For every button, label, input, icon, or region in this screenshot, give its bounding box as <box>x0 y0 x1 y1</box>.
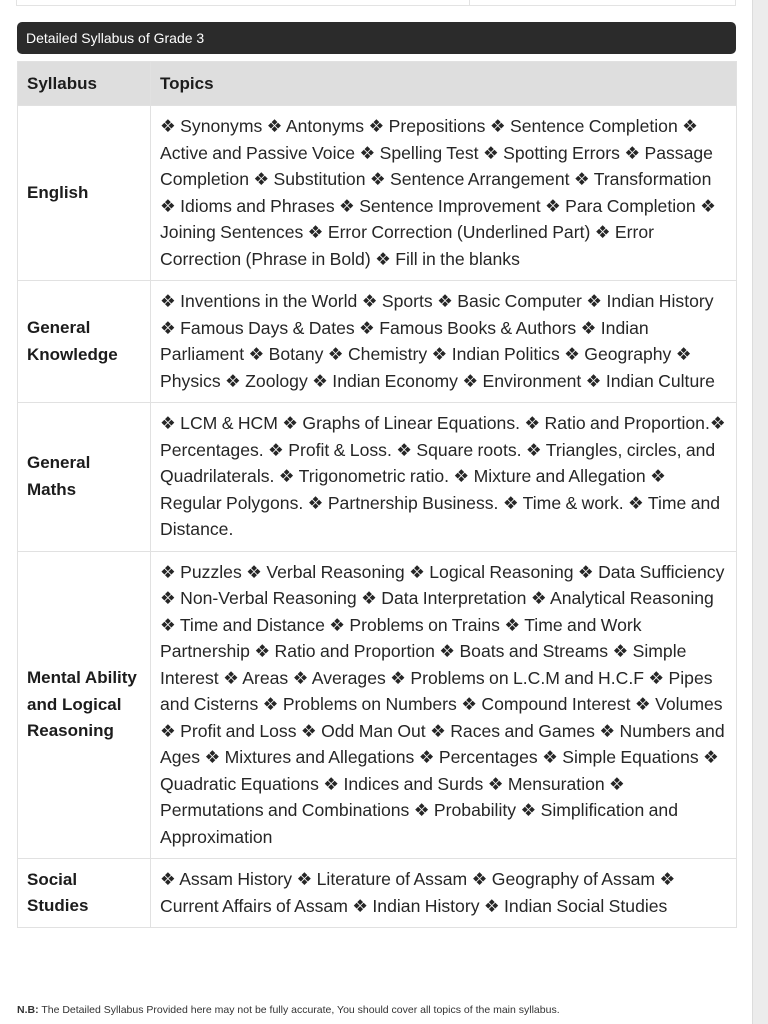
column-header-topics: Topics <box>151 62 737 106</box>
scrollbar-track[interactable] <box>752 0 768 1024</box>
table-row-social-studies <box>18 859 737 928</box>
table-row-mental-ability <box>18 551 737 859</box>
footnote-text: The Detailed Syllabus Provided here may not be fully accurate, You should cover all topics of the main syllabus. <box>41 1004 560 1016</box>
table-row-english <box>18 106 737 281</box>
table-row-general-maths <box>18 403 737 552</box>
subject-cell: Mental Ability and Logical Reasoning <box>18 551 151 859</box>
previous-table-bottom-edge <box>16 0 736 6</box>
topics-cell: ❖ Inventions in the World ❖ Sports ❖ Basic Computer ❖ Indian History ❖ Famous Days & Dates ❖ Famous Books & Authors ❖ Indian Parliament ❖ Botany ❖ Chemistry ❖ Indian Politics ❖ Geography ❖ Physics ❖ Zoology ❖ Indian Economy ❖ Environment ❖ Indian Culture <box>151 281 737 403</box>
section-title-bar <box>17 22 736 54</box>
table-header-row <box>18 62 737 106</box>
syllabus-table <box>17 61 737 928</box>
subject-cell: General Maths <box>18 403 151 552</box>
topics-cell: ❖ Puzzles ❖ Verbal Reasoning ❖ Logical Reasoning ❖ Data Sufficiency ❖ Non-Verbal Reasoning ❖ Data Interpretation ❖ Analytical Reasoning ❖ Time and Distance ❖ Problems on Trains ❖ Time and Work Partnership ❖ Ratio and Proportion ❖ Boats and Streams ❖ Simple Interest ❖ Areas ❖ Averages ❖ Problems on L.C.M and H.C.F ❖ Pipes and Cisterns ❖ Problems on Numbers ❖ Compound Interest ❖ Volumes ❖ Profit and Loss ❖ Odd Man Out ❖ Races and Games ❖ Numbers and Ages ❖ Mixtures and Allegations ❖ Percentages ❖ Simple Equations ❖ Quadratic Equations ❖ Indices and Surds ❖ Mensuration ❖ Permutations and Combinations ❖ Probability ❖ Simplification and Approximation <box>151 551 737 859</box>
column-header-syllabus: Syllabus <box>18 62 151 106</box>
table-row-general-knowledge <box>18 281 737 403</box>
topics-cell: ❖ Synonyms ❖ Antonyms ❖ Prepositions ❖ Sentence Completion ❖ Active and Passive Voice ❖ Spelling Test ❖ Spotting Errors ❖ Passage Completion ❖ Substitution ❖ Sentence Arrangement ❖ Transformation ❖ Idioms and Phrases ❖ Sentence Improvement ❖ Para Completion ❖ Joining Sentences ❖ Error Correction (Underlined Part) ❖ Error Correction (Phrase in Bold) ❖ Fill in the blanks <box>151 106 737 281</box>
subject-cell: English <box>18 106 151 281</box>
subject-cell: General Knowledge <box>18 281 151 403</box>
footnote-label: N.B: <box>17 1004 39 1016</box>
topics-cell: ❖ Assam History ❖ Literature of Assam ❖ Geography of Assam ❖ Current Affairs of Assam ❖ Indian History ❖ Indian Social Studies <box>151 859 737 928</box>
topics-cell: ❖ LCM & HCM ❖ Graphs of Linear Equations. ❖ Ratio and Proportion.❖ Percentages. ❖ Profit & Loss. ❖ Square roots. ❖ Triangles, circles, and Quadrilaterals. ❖ Trigonometric ratio. ❖ Mixture and Allegation ❖ Regular Polygons. ❖ Partnership Business. ❖ Time & work. ❖ Time and Distance. <box>151 403 737 552</box>
footnote <box>17 1003 736 1017</box>
previous-table-column-divider <box>469 0 470 6</box>
subject-cell: Social Studies <box>18 859 151 928</box>
section-title: Detailed Syllabus of Grade 3 <box>26 30 205 46</box>
